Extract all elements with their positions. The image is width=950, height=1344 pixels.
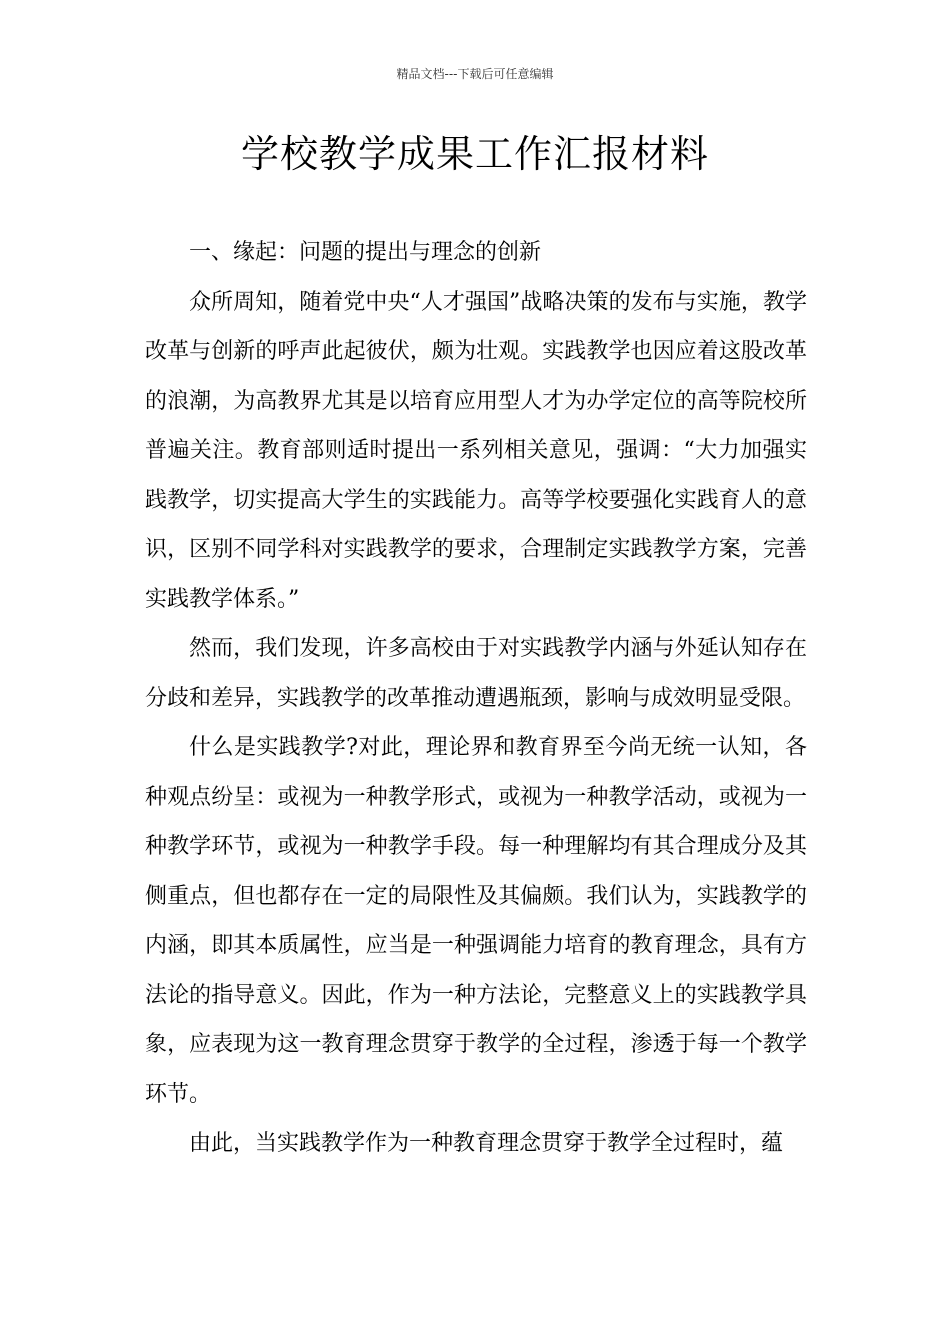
paragraph-3: 什么是实践教学?对此，理论界和教育界至今尚无统一认知，各种观点纷呈：或视为一种教学形式，或视为一种教学活动，或视为一种教学环节，或视为一种教学手段。每一种理解均有其合理成分及其侧重点，但也都存在一定的局限性及其偏颇。我们认为，实践教学的内涵，即其本质属性，应当是一种强调能力培育的教育理念，具有方法论的指导意义。因此，作为一种方法论，完整意义上的实践教学具象，应表现为这一教育理念贯穿于教学的全过程，渗透于每一个教学环节。 [145,735,807,1107]
paragraph-2: 然而，我们发现，许多高校由于对实践教学内涵与外延认知存在分歧和差异，实践教学的改革推动遭遇瓶颈，影响与成效明显受限。 [145,636,807,711]
section-heading: 一、缘起：问题的提出与理念的创新 [189,240,542,265]
paragraph-1: 众所周知，随着党中央“人才强国”战略决策的发布与实施，教学改革与创新的呼声此起彼伏，颇为壮观。实践教学也因应着这股改革的浪潮，为高教界尤其是以培育应用型人才为办学定位的高等院校所普遍关注。教育部则适时提出一系列相关意见，强调：“大力加强实践教学，切实提高大学生的实践能力。高等学校要强化实践育人的意识，区别不同学科对实践教学的要求，合理制定实践教学方案，完善实践教学体系。” [145,289,807,612]
paragraph-4: 由此，当实践教学作为一种教育理念贯穿于教学全过程时，蕴 [189,1131,784,1156]
document-title: 学校教学成果工作汇报材料 [240,132,709,176]
header-note: 精品文档---下载后可任意编辑 [396,67,554,81]
document-body [145,228,807,1169]
